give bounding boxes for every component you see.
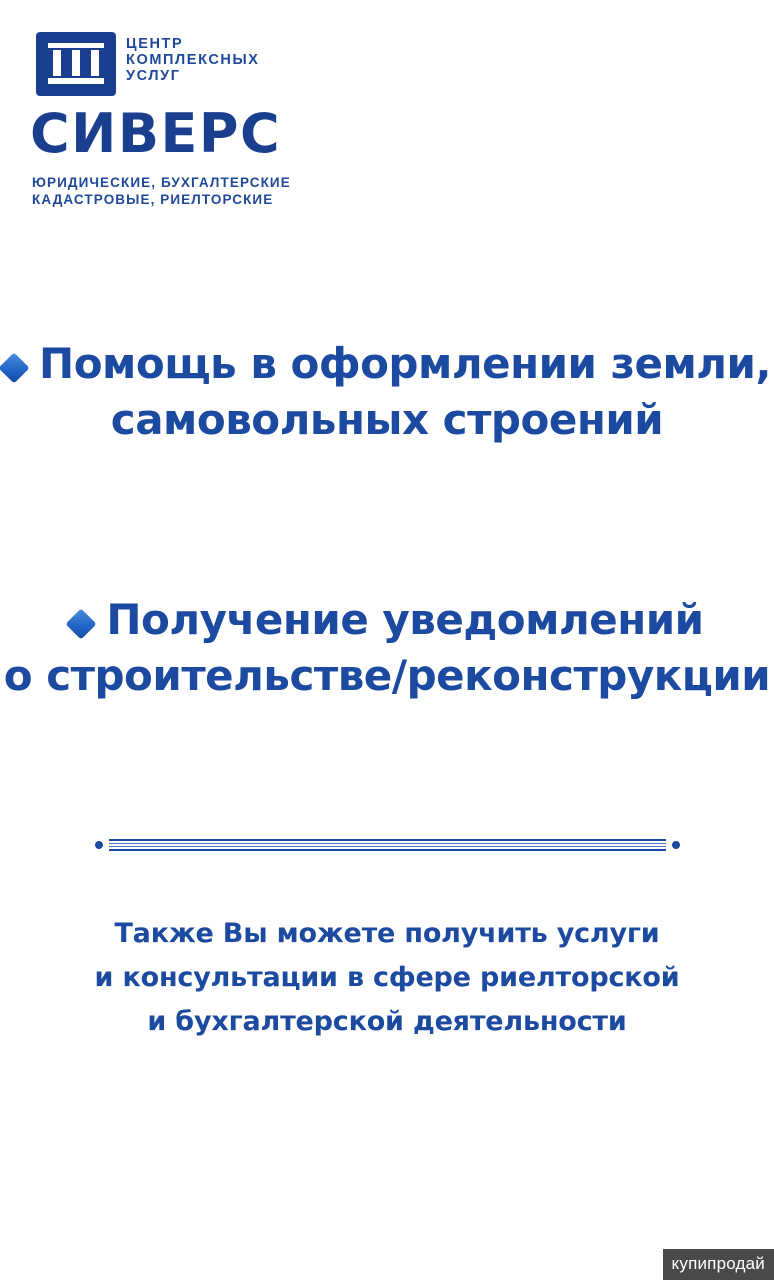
watermark-badge: купипродай (663, 1249, 774, 1280)
logo-top-line-1: ЦЕНТР (126, 36, 184, 52)
divider-bar-thick (109, 839, 666, 841)
logo-sub-lines (32, 174, 291, 208)
logo-top-line-2: КОМПЛЕКСНЫХ (126, 52, 260, 68)
logo-sub-line-1: ЮРИДИЧЕСКИЕ, БУХГАЛТЕРСКИЕ (32, 175, 291, 190)
divider-bar-thick-2 (109, 849, 666, 851)
headline-1-line-1 (0, 336, 774, 392)
divider-bar-thin-2 (109, 846, 666, 847)
dot-icon (672, 841, 680, 849)
company-logo (18, 26, 294, 211)
headline-2-line-2: о строительстве/реконструкции (3, 651, 771, 700)
headline-1-line-2: самовольных строений (110, 395, 664, 444)
headline-1-text-1: Помощь в оформлении земли, (39, 339, 771, 388)
divider-bar-thin-1 (109, 843, 666, 844)
headline-block-1 (0, 336, 774, 448)
decorative-divider (95, 836, 680, 856)
footer-line-3: и бухгалтерской деятельности (147, 1006, 627, 1037)
footer-text-block (0, 912, 774, 1044)
diamond-bullet-icon (0, 352, 30, 383)
logo-top-line-3: УСЛУГ (126, 68, 181, 84)
logo-top-lines (126, 36, 260, 84)
footer-line-1: Также Вы можете получить услуги (114, 918, 660, 949)
logo-sub-line-2: КАДАСТРОВЫЕ, РИЕЛТОРСКИЕ (32, 192, 274, 207)
footer-line-2: и консультации в сфере риелторской (94, 962, 680, 993)
diamond-bullet-icon (66, 608, 97, 639)
headline-block-2 (0, 592, 774, 704)
column-emblem-icon (36, 32, 116, 96)
divider-bars (109, 839, 666, 853)
headline-2-text-1: Получение уведомлений (106, 595, 704, 644)
headline-2-line-1 (0, 592, 774, 648)
dot-icon (95, 841, 103, 849)
logo-wordmark: СИВЕРС (30, 102, 282, 165)
